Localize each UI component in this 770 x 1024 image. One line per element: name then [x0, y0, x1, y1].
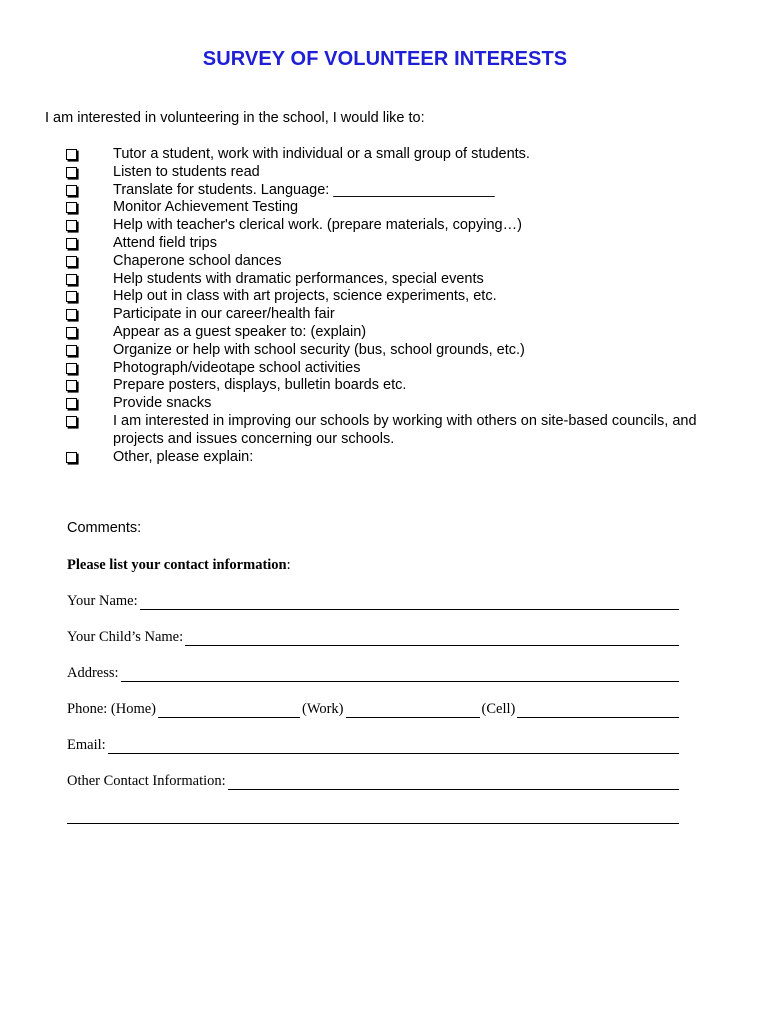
phone-work-label: (Work): [302, 701, 344, 717]
checkbox-icon[interactable]: [66, 380, 77, 391]
checkbox-icon[interactable]: [66, 345, 77, 356]
interest-label: Help out in class with art projects, science experiments, etc.: [113, 288, 497, 305]
interest-label: Organize or help with school security (bus, school grounds, etc.): [113, 341, 525, 358]
phone-cell-input-line[interactable]: [517, 704, 679, 718]
checkbox-icon[interactable]: [66, 185, 77, 196]
interest-item: [66, 182, 706, 200]
your-name-input-line[interactable]: [140, 596, 679, 610]
interest-label: Participate in our career/health fair: [113, 306, 335, 323]
child-name-field: [67, 629, 679, 646]
other-contact-label: Other Contact Information:: [67, 773, 226, 789]
other-contact-field: [67, 773, 679, 790]
other-contact-input-line[interactable]: [228, 776, 679, 790]
checkbox-icon[interactable]: [66, 327, 77, 338]
interest-label: Provide snacks: [113, 395, 212, 412]
checkbox-icon[interactable]: [66, 452, 77, 463]
checkbox-icon[interactable]: [66, 291, 77, 302]
interest-label: Appear as a guest speaker to: (explain): [113, 323, 367, 340]
interest-item: [66, 306, 706, 324]
interest-item: [66, 146, 706, 164]
checkbox-icon[interactable]: [66, 220, 77, 231]
other-contact-extra-line[interactable]: [67, 823, 679, 824]
checkbox-icon[interactable]: [66, 202, 77, 213]
contact-heading-colon: :: [286, 557, 291, 573]
interest-item: [66, 395, 706, 413]
address-field: [67, 665, 679, 682]
email-field: [67, 737, 679, 754]
checkbox-icon[interactable]: [66, 274, 77, 285]
phone-work-input-line[interactable]: [346, 704, 480, 718]
interest-item: [66, 324, 706, 342]
interest-list: [66, 146, 706, 466]
interest-label: Chaperone school dances: [113, 252, 282, 269]
interest-label: Help with teacher's clerical work. (prepare materials, copying…): [113, 217, 522, 234]
interest-label: Listen to students read: [113, 163, 260, 180]
interest-item: [66, 271, 706, 289]
address-label: Address:: [67, 665, 119, 681]
checkbox-icon[interactable]: [66, 256, 77, 267]
comments-label: Comments:: [67, 520, 142, 536]
interest-label: Photograph/videotape school activities: [113, 359, 361, 376]
checkbox-icon[interactable]: [66, 398, 77, 409]
interest-item: [66, 360, 706, 378]
email-label: Email:: [67, 737, 106, 753]
interest-label: Prepare posters, displays, bulletin boards etc.: [113, 377, 407, 394]
your-name-field: [67, 593, 679, 610]
interest-item: [66, 288, 706, 306]
checkbox-icon[interactable]: [66, 309, 77, 320]
checkbox-icon[interactable]: [66, 238, 77, 249]
interest-label: Translate for students. Language: ____________________: [113, 181, 495, 198]
checkbox-icon[interactable]: [66, 363, 77, 374]
interest-item: [66, 217, 706, 235]
checkbox-icon[interactable]: [66, 167, 77, 178]
phone-home-input-line[interactable]: [158, 704, 300, 718]
page-title: SURVEY OF VOLUNTEER INTERESTS: [202, 48, 568, 70]
interest-item: [66, 413, 706, 449]
interest-item: [66, 253, 706, 271]
interest-item: [66, 377, 706, 395]
interest-item: [66, 235, 706, 253]
interest-label: I am interested in improving our schools by working with others on site-based councils, and projects and issues concerning our schools.: [113, 412, 697, 447]
phone-field: [67, 701, 679, 718]
interest-item: [66, 342, 706, 360]
interest-item: [66, 199, 706, 217]
interest-item: [66, 164, 706, 182]
interest-item: [66, 449, 706, 467]
interest-label: Other, please explain:: [113, 448, 254, 465]
phone-cell-label: (Cell): [481, 701, 516, 717]
email-input-line[interactable]: [108, 740, 679, 754]
phone-home-label: Phone: (Home): [67, 701, 156, 717]
your-name-label: Your Name:: [67, 593, 138, 609]
checkbox-icon[interactable]: [66, 416, 77, 427]
contact-heading-text: Please list your contact information: [67, 557, 287, 573]
child-name-input-line[interactable]: [185, 632, 679, 646]
interest-label: Monitor Achievement Testing: [113, 199, 299, 216]
contact-heading: [67, 557, 291, 574]
interest-label: Attend field trips: [113, 234, 217, 251]
address-input-line[interactable]: [121, 668, 679, 682]
child-name-label: Your Child’s Name:: [67, 629, 184, 645]
interest-label: Help students with dramatic performances, special events: [113, 270, 484, 287]
interest-label: Tutor a student, work with individual or a small group of students.: [113, 146, 530, 162]
checkbox-icon[interactable]: [66, 149, 77, 160]
intro-text: I am interested in volunteering in the school, I would like to:: [45, 110, 425, 126]
